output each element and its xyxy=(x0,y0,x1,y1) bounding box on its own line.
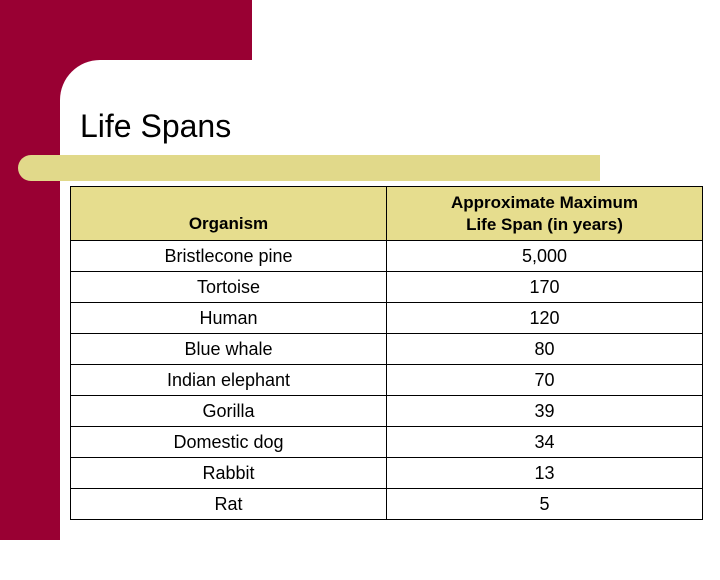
organism-name: Human xyxy=(199,307,258,328)
lifespan-value: 34 xyxy=(534,431,555,452)
lifespan-value: 120 xyxy=(529,307,560,328)
table-row xyxy=(71,458,703,489)
header-lifespan-line2: Life Span (in years) xyxy=(466,214,623,234)
organism-name: Rabbit xyxy=(202,462,255,483)
organism-cell xyxy=(71,365,387,396)
lifespan-value: 39 xyxy=(534,400,555,421)
lifespan-cell xyxy=(387,334,703,365)
lifespan-cell xyxy=(387,303,703,334)
lifespan-value: 5 xyxy=(539,493,550,514)
organism-cell xyxy=(71,241,387,272)
organism-name: Rat xyxy=(214,493,243,514)
lifespan-value: 5,000 xyxy=(521,245,568,266)
header-lifespan-line1: Approximate Maximum xyxy=(450,192,639,212)
organism-cell xyxy=(71,272,387,303)
table-row xyxy=(71,365,703,396)
lifespan-value: 170 xyxy=(529,276,560,297)
table-row xyxy=(71,396,703,427)
table-row xyxy=(71,334,703,365)
lifespan-cell xyxy=(387,241,703,272)
lifespan-value: 80 xyxy=(534,338,555,359)
table-row xyxy=(71,303,703,334)
header-organism-label: Organism xyxy=(188,214,269,233)
table-header-row xyxy=(71,187,703,241)
lifespan-cell xyxy=(387,458,703,489)
organism-name: Domestic dog xyxy=(173,431,284,452)
organism-name: Gorilla xyxy=(202,400,255,421)
table-row xyxy=(71,241,703,272)
organism-cell xyxy=(71,489,387,520)
organism-name: Blue whale xyxy=(184,338,273,359)
lifespan-table-container xyxy=(70,186,702,520)
organism-name: Bristlecone pine xyxy=(164,245,293,266)
header-lifespan xyxy=(387,187,703,241)
slide-title: Life Spans xyxy=(80,108,232,144)
lifespan-cell xyxy=(387,427,703,458)
lifespan-value: 13 xyxy=(534,462,555,483)
lifespan-cell xyxy=(387,272,703,303)
lifespan-cell xyxy=(387,365,703,396)
organism-name: Indian elephant xyxy=(166,369,291,390)
organism-cell xyxy=(71,334,387,365)
header-organism xyxy=(71,187,387,241)
lifespan-cell xyxy=(387,489,703,520)
title-underline-bar xyxy=(18,155,600,181)
organism-cell xyxy=(71,396,387,427)
organism-cell xyxy=(71,303,387,334)
lifespan-value: 70 xyxy=(534,369,555,390)
lifespan-table xyxy=(70,186,703,520)
lifespan-cell xyxy=(387,396,703,427)
table-row xyxy=(71,427,703,458)
table-row xyxy=(71,489,703,520)
organism-name: Tortoise xyxy=(196,276,261,297)
organism-cell xyxy=(71,427,387,458)
table-row xyxy=(71,272,703,303)
organism-cell xyxy=(71,458,387,489)
